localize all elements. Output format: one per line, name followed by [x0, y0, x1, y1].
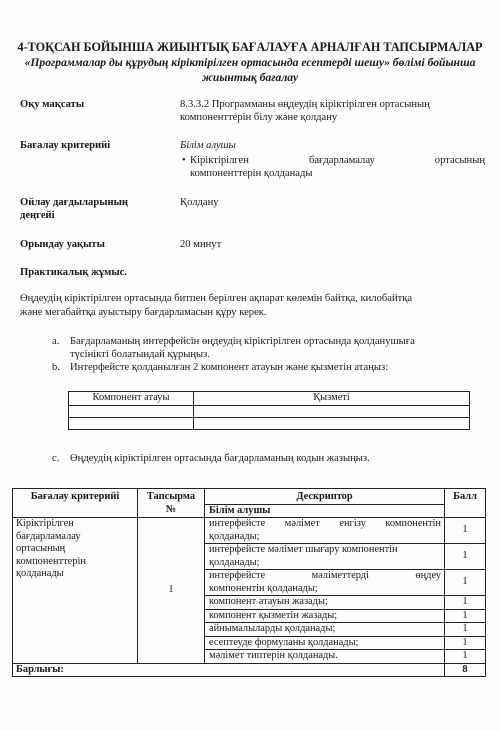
- title-line-3: жиынтық бағалау: [201, 71, 299, 84]
- rubric-task-number: 1: [138, 518, 205, 664]
- bullet-icon: •: [182, 155, 186, 166]
- thinking-value: Қолдану: [180, 197, 219, 208]
- descriptor-score: 1: [445, 596, 486, 610]
- rubric-score-header: Балл: [445, 489, 486, 518]
- rubric-total-label: Барлығы:: [13, 663, 445, 677]
- criteria-bullet-line-1: • Кіріктірілген бағдарламалау ортасының: [182, 155, 485, 166]
- rubric-descriptor-header: Дескриптор: [205, 489, 445, 505]
- goal-value-line-1: 8.3.3.2 Программаны өңдеудің кіріктірілген ортасының: [180, 99, 430, 110]
- descriptor-score: 1: [445, 570, 486, 596]
- criteria-intro: Білім алушы: [180, 140, 236, 151]
- time-label: Орындау уақыты: [20, 239, 105, 250]
- rubric-total-value: 8: [445, 663, 486, 677]
- descriptor-score: 1: [445, 650, 486, 664]
- table-cell: [69, 406, 194, 418]
- table-cell: [194, 406, 470, 418]
- rubric-table: [12, 488, 486, 677]
- thinking-label-line-2: деңгейі: [20, 210, 55, 221]
- title-line-2: «Программалар ды құрудың кіріктірілген ортасында есептерді шешу» бөлімі бойынша: [24, 56, 476, 69]
- criteria-label: Бағалау критерийі: [20, 140, 111, 151]
- time-value: 20 минут: [180, 239, 222, 250]
- component-table: [68, 391, 470, 430]
- task-item-c: c. Өңдеудің кіріктірілген ортасында бағдарламаның кодын жазыңыз.: [52, 453, 370, 464]
- descriptor-row: айнымалыларды қолданады;: [205, 623, 445, 637]
- rubric-criteria-header: Бағалау критерийі: [13, 489, 138, 518]
- component-name-header: Компонент атауы: [69, 392, 194, 406]
- criteria-bullet-line-2: компоненттерін қолданады: [190, 168, 313, 179]
- descriptor-row: интерфейсте мәлімет шығару компонентін қолданады;: [205, 544, 445, 570]
- rubric-task-header: Тапсырма №: [138, 489, 205, 518]
- task-item-a: a. Бағдарламаның интерфейсін өңдеудің кіріктірілген ортасында қолданушыға: [52, 336, 415, 347]
- descriptor-row: компонент қызметін жазады;: [205, 609, 445, 623]
- goal-label: Оқу мақсаты: [20, 99, 85, 110]
- thinking-label-line-1: Ойлау дағдыларының: [20, 197, 128, 208]
- descriptor-row: мәлімет типтерін қолданады.: [205, 650, 445, 664]
- rubric-student-label: Білім алушы: [205, 504, 445, 518]
- descriptor-row: компонент атауын жазады;: [205, 596, 445, 610]
- table-cell: [194, 418, 470, 430]
- rubric-criteria-cell: Кіріктірілген бағдарламалау ортасының компоненттерін қолданады: [13, 518, 138, 664]
- practical-heading: Практикалық жұмыс.: [20, 267, 127, 278]
- descriptor-score: 1: [445, 609, 486, 623]
- title-line-1: 4-ТОҚСАН БОЙЫНША ЖИЫНТЫҚ БАҒАЛАУҒА АРНАЛҒАН ТАПСЫРМАЛАР: [17, 40, 483, 54]
- descriptor-row: есептеуде формуланы қолданады;: [205, 636, 445, 650]
- descriptor-score: 1: [445, 636, 486, 650]
- descriptor-score: 1: [445, 518, 486, 544]
- component-function-header: Қызметі: [194, 392, 470, 406]
- descriptor-row: интерфейсте мәлімет енгізу компонентін қолданады;: [205, 518, 445, 544]
- practical-paragraph-line-1: Өңдеудің кіріктірілген ортасында битпен берілген ақпарат көлемін байтқа, килобайтқа: [20, 293, 413, 304]
- practical-paragraph-line-2: және мегабайтқа ауыстыру бағдарламасын құру керек.: [20, 307, 267, 318]
- descriptor-score: 1: [445, 544, 486, 570]
- goal-value-line-2: компоненттерін білу және қолдану: [180, 112, 338, 123]
- descriptor-score: 1: [445, 623, 486, 637]
- table-cell: [69, 418, 194, 430]
- task-item-b: b. Интерфейсте қолданылған 2 компонент атауын және қызметін атаңыз:: [52, 362, 389, 373]
- document-title: [10, 40, 490, 85]
- descriptor-row: интерфейсте мәліметтерді өңдеу компонентін қолданады;: [205, 570, 445, 596]
- task-item-a-line-2: түсінікті болатындай құрыңыз.: [70, 349, 210, 360]
